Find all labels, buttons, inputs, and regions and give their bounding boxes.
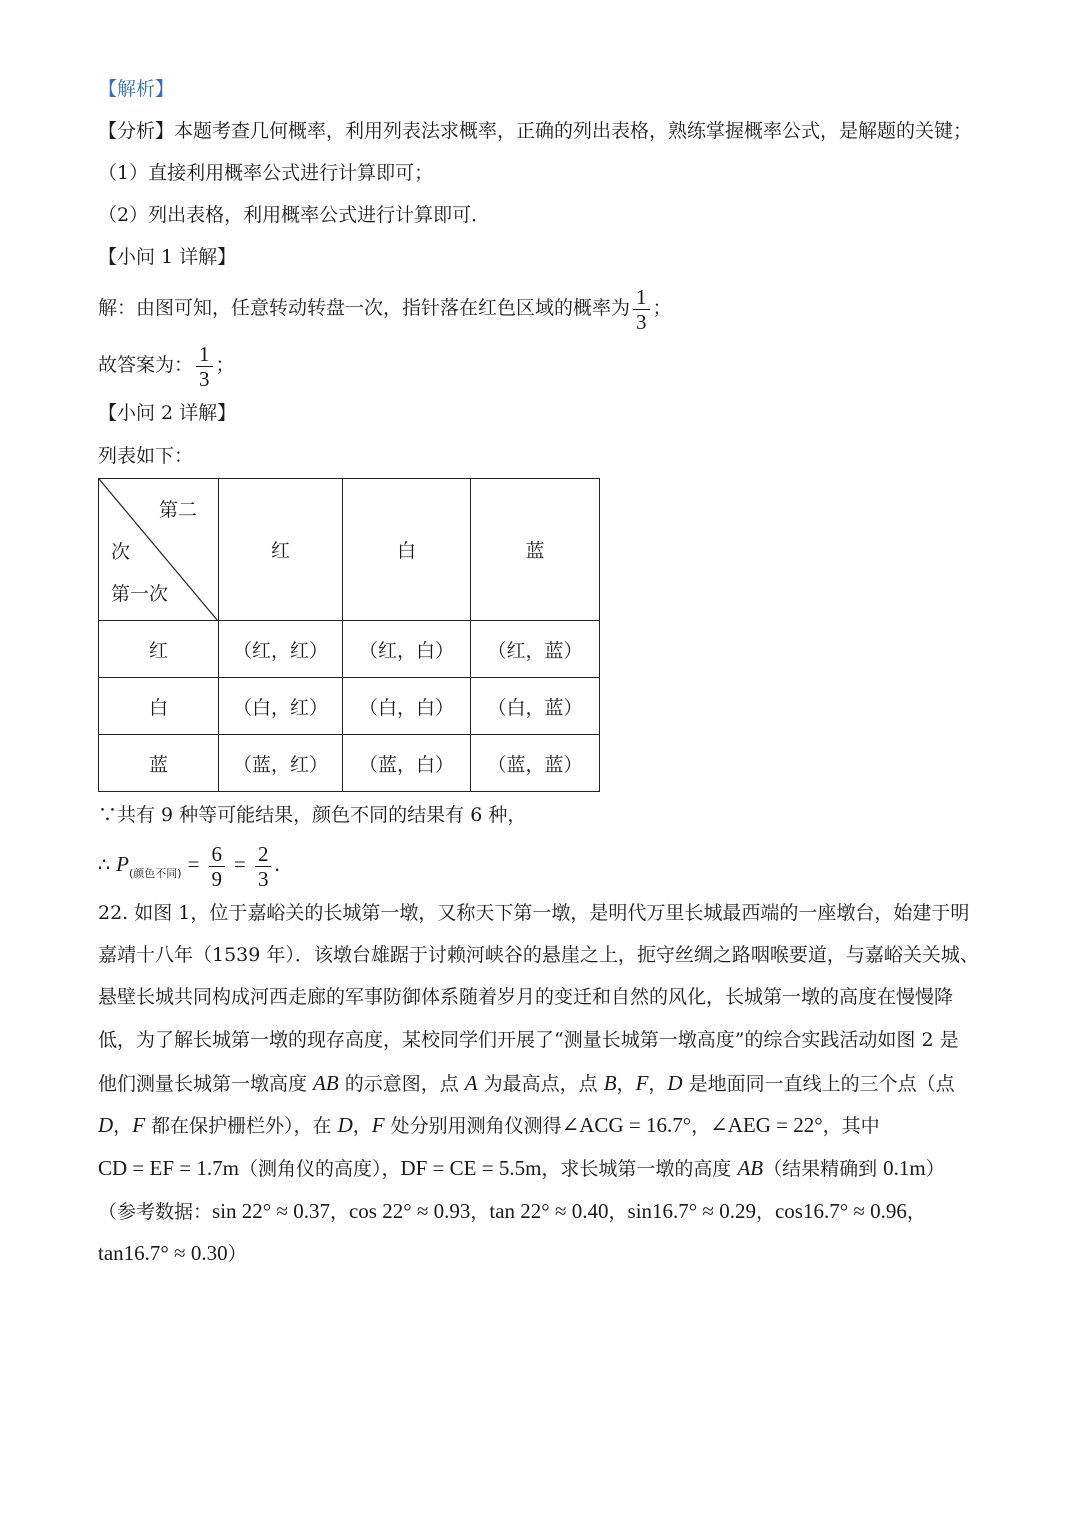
table-row xyxy=(99,621,600,678)
q1-header: 【小问 1 详解】 xyxy=(98,246,237,268)
corner-mid-label: 次 xyxy=(111,541,131,563)
problem22-line2: 嘉靖十八年（1539 年）．该墩台雄踞于讨赖河峡谷的悬崖之上，扼守丝绸之路咽喉要道，与嘉峪关关城、 xyxy=(98,944,979,966)
analysis-text: 【分析】本题考查几何概率，利用列表法求概率，正确的列出表格，熟练掌握概率公式，是解题的关键； xyxy=(98,120,973,142)
problem22-line9: tan16.7° ≈ 0.30） xyxy=(98,1241,247,1265)
step1-text: （1）直接利用概率公式进行计算即可； xyxy=(98,162,434,184)
table-cell: （蓝，红） xyxy=(219,735,343,792)
problem22-line6: D，F 都在保护栅栏外），在 D，F 处分别用测角仪测得∠ACG = 16.7°，∠AEG = 22°，其中 xyxy=(98,1113,880,1137)
problem22-line5: 他们测量长城第一墩高度 AB 的示意图，点 A 为最高点，点 B，F，D 是地面同一直线上的三个点（点 xyxy=(98,1071,955,1095)
outcome-table xyxy=(98,478,600,792)
problem22-line4: 低，为了解长城第一墩的现存高度，某校同学们开展了“测量长城第一墩高度”的综合实践活动如图 2 是 xyxy=(98,1029,959,1051)
table-cell: （红，白） xyxy=(343,621,471,678)
col-header: 白 xyxy=(343,479,471,621)
problem22-line1: 22. 如图 1，位于嘉峪关的长城第一墩，又称天下第一墩，是明代万里长城最西端的一座墩台，始建于明 xyxy=(98,902,970,924)
table-cell: （红，红） xyxy=(219,621,343,678)
problem22-line7: CD = EF = 1.7m（测角仪的高度），DF = CE = 5.5m，求长城第一墩的高度 AB（结果精确到 0.1m） xyxy=(98,1156,945,1180)
probability-fraction-2: $\frac{2}{3}$ xyxy=(255,842,272,891)
table-cell: （白，红） xyxy=(219,678,343,735)
table-cell: （白，蓝） xyxy=(471,678,600,735)
table-cell: （白，白） xyxy=(343,678,471,735)
row-header: 白 xyxy=(99,678,219,735)
table-row xyxy=(99,678,600,735)
row-header: 红 xyxy=(99,621,219,678)
table-intro: 列表如下： xyxy=(98,445,194,467)
corner-bottom-label: 第一次 xyxy=(111,583,169,605)
q1-solution: 解：由图可知，任意转动转盘一次，指针落在红色区域的概率为 $\frac{1}{3}$ ； xyxy=(98,284,672,334)
table-cell: （蓝，白） xyxy=(343,735,471,792)
q2-header: 【小问 2 详解】 xyxy=(98,402,237,424)
row-header: 蓝 xyxy=(99,735,219,792)
step2-text: （2）列出表格，利用概率公式进行计算即可． xyxy=(98,204,491,226)
table-cell: （红，蓝） xyxy=(471,621,600,678)
q1-answer-fraction: $\frac{1}{3}$ xyxy=(196,342,213,391)
table-cell: （蓝，蓝） xyxy=(471,735,600,792)
col-header: 蓝 xyxy=(471,479,600,621)
because-line: ∵共有 9 种等可能结果，颜色不同的结果有 6 种， xyxy=(98,804,527,826)
jiexi-label: 【解析】 xyxy=(98,78,175,100)
table-corner-cell xyxy=(99,479,219,621)
therefore-line: ∴ $P_{(颜色不同)}$ = $\frac{6}{9}$ = $\frac{2}{3}$ . xyxy=(98,841,280,891)
q1-answer: 故答案为： $\frac{1}{3}$ ； xyxy=(98,341,235,391)
corner-top-label: 第二 xyxy=(159,499,198,521)
problem22-line3: 悬壁长城共同构成河西走廊的军事防御体系随着岁月的变迁和自然的风化，长城第一墩的高度在慢慢降 xyxy=(98,986,954,1008)
col-header: 红 xyxy=(219,479,343,621)
problem22-line8: （参考数据：sin 22° ≈ 0.37，cos 22° ≈ 0.93，tan 22° ≈ 0.40，sin16.7° ≈ 0.29，cos16.7° ≈ 0.96， xyxy=(98,1199,926,1223)
probability-fraction-1: $\frac{6}{9}$ xyxy=(209,842,226,891)
table-row xyxy=(99,735,600,792)
q1-fraction: $\frac{1}{3}$ xyxy=(633,285,650,334)
